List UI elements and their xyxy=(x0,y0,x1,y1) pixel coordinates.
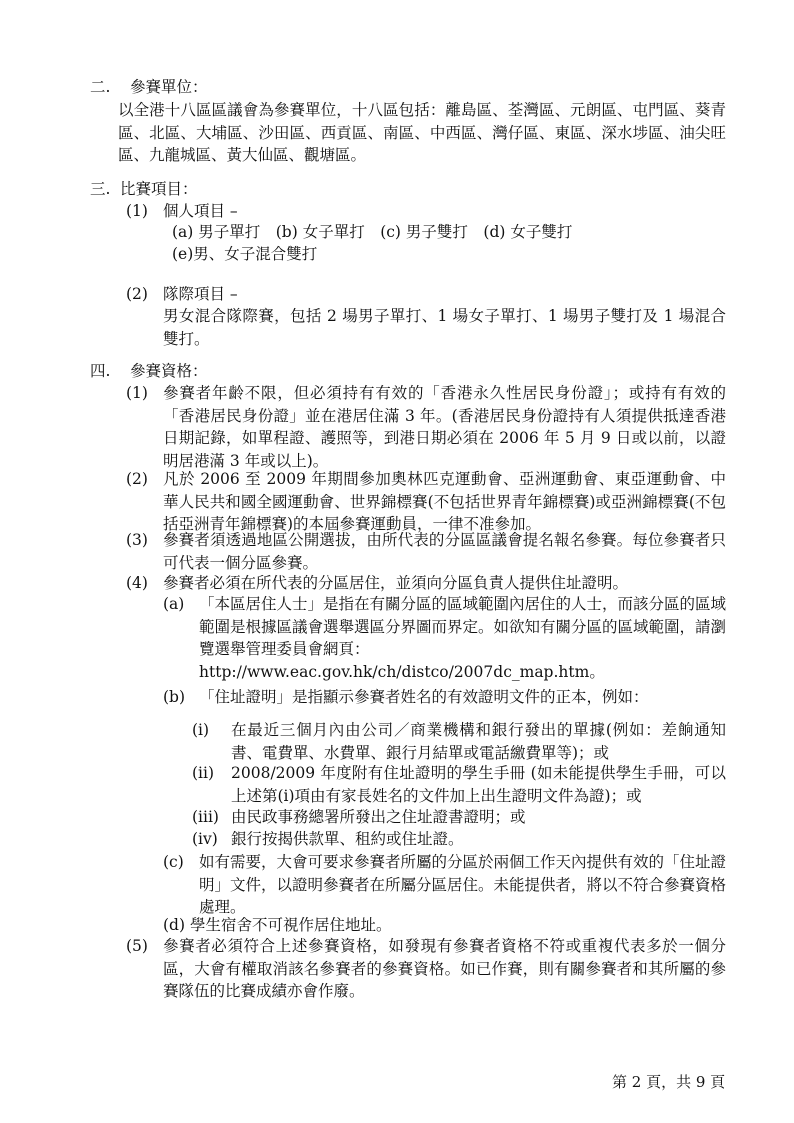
eligibility-item: 凡於 2006 至 2009 年期間參加奧林匹克運動會、亞洲運動會、東亞運動會、中華人民共和國全國運動會、世界錦標賽(不包括世界青年錦標賽)或亞洲錦標賽(不包括亞洲青年錦標賽)的本屆參賽運動員，一律不准參加。 xyxy=(163,470,726,533)
proof-item: 銀行按揭供款單、租約或住址證。 xyxy=(231,830,464,848)
sub-item-label: (c) xyxy=(163,853,184,871)
sub-item-text: (d) 學生宿舍不可視作居住地址。 xyxy=(163,916,392,934)
item-label: 個人項目 – xyxy=(163,202,238,220)
roman-item-number: (ii) xyxy=(192,764,215,782)
item-number: (1) xyxy=(126,384,148,402)
sub-item-text: 「住址證明」是指顯示參賽者姓名的有效證明文件的正本，例如： xyxy=(199,688,649,706)
section-heading: 參賽資格： xyxy=(130,362,208,380)
proof-item: 由民政事務總署所發出之住址證書證明；或 xyxy=(231,808,526,826)
resident-definition: 「本區居住人士」是指在有關分區的區域範圍內居住的人士，而該分區的區域範圍是根據區議會選舉選區分界圖而界定。如欲知有關分區的區域範圍，請瀏覽選舉管理委員會網頁： xyxy=(199,595,727,658)
section-body: 以全港十八區區議會為參賽單位，十八區包括：離島區、荃灣區、元朗區、屯門區、葵青區、北區、大埔區、沙田區、西貢區、南區、中西區、灣仔區、東區、深水埗區、油尖旺區、九龍城區、黃大仙區、觀塘區。 xyxy=(118,101,726,164)
item-number: (4) xyxy=(126,574,148,592)
eligibility-item: 參賽者須透過地區公開選拔，由所代表的分區區議會提名報名參賽。每位參賽者只可代表一個分區參賽。 xyxy=(163,531,726,572)
eac-map-link[interactable]: http://www.eac.gov.hk/ch/distco/2007dc_map.htm xyxy=(199,662,590,681)
section-heading: 參賽單位： xyxy=(130,78,208,96)
roman-item-number: (iii) xyxy=(192,808,219,826)
section-heading: 比賽項目： xyxy=(120,180,198,198)
item-number: (5) xyxy=(126,937,148,955)
roman-item-number: (iv) xyxy=(192,830,218,848)
section-number: 三. xyxy=(90,180,111,198)
proof-item: 2008/2009 年度附有住址證明的學生手冊 (如未能提供學生手冊，可以上述第(i)項由有家長姓名的文件加上出生證明文件為證)；或 xyxy=(231,764,726,805)
individual-events-line: (a) 男子單打 (b) 女子單打 (c) 男子雙打 (d) 女子雙打 xyxy=(172,223,573,241)
sub-item-label: (a) xyxy=(163,595,185,613)
item-number: (2) xyxy=(126,285,148,303)
eligibility-item: 參賽者年齡不限，但必須持有有效的「香港永久性居民身份證」；或持有有效的「香港居民身份證」並在港居住滿 3 年。(香港居民身份證持有人須提供抵達香港日期記錄，如單程證、護照等，到港日期必須在 2006 年 5 月 9 日或以前，以證明居港滿 3 年或以上)。 xyxy=(163,384,726,470)
item-number: (1) xyxy=(126,202,148,220)
item-number: (2) xyxy=(126,470,148,488)
sub-item-label: (b) xyxy=(163,688,186,706)
item-number: (3) xyxy=(126,531,148,549)
sub-item-text: 如有需要，大會可要求參賽者所屬的分區於兩個工作天內提供有效的「住址證明」文件，以證明參賽者在所屬分區居住。未能提供者，將以不符合參賽資格處理。 xyxy=(199,853,727,916)
eligibility-item: 參賽者必須在所代表的分區居住，並須向分區負責人提供住址證明。 xyxy=(163,574,629,592)
sentence-end: 。 xyxy=(589,662,605,681)
page-number: 第 2 頁，共 9 頁 xyxy=(612,1073,726,1091)
item-label: 隊際項目 – xyxy=(163,285,238,303)
team-event-body: 男女混合隊際賽，包括 2 場男子單打、1 場女子單打、1 場男子雙打及 1 場混合雙打。 xyxy=(163,307,726,348)
proof-item: 在最近三個月內由公司／商業機構和銀行發出的單據(例如：差餉通知書、電費單、水費單、銀行月結單或電話繳費單等)；或 xyxy=(231,721,726,762)
roman-item-number: (i) xyxy=(192,721,210,739)
section-number: 四. xyxy=(90,362,111,380)
section-number: 二. xyxy=(90,78,111,96)
individual-events-line: (e)男、女子混合雙打 xyxy=(172,245,318,263)
sub-item-text xyxy=(199,593,726,683)
eligibility-item: 參賽者必須符合上述參賽資格，如發現有參賽者資格不符或重複代表多於一個分區，大會有權取消該名參賽者的參賽資格。如已作賽，則有關參賽者和其所屬的參賽隊伍的比賽成績亦會作廢。 xyxy=(163,937,726,1000)
